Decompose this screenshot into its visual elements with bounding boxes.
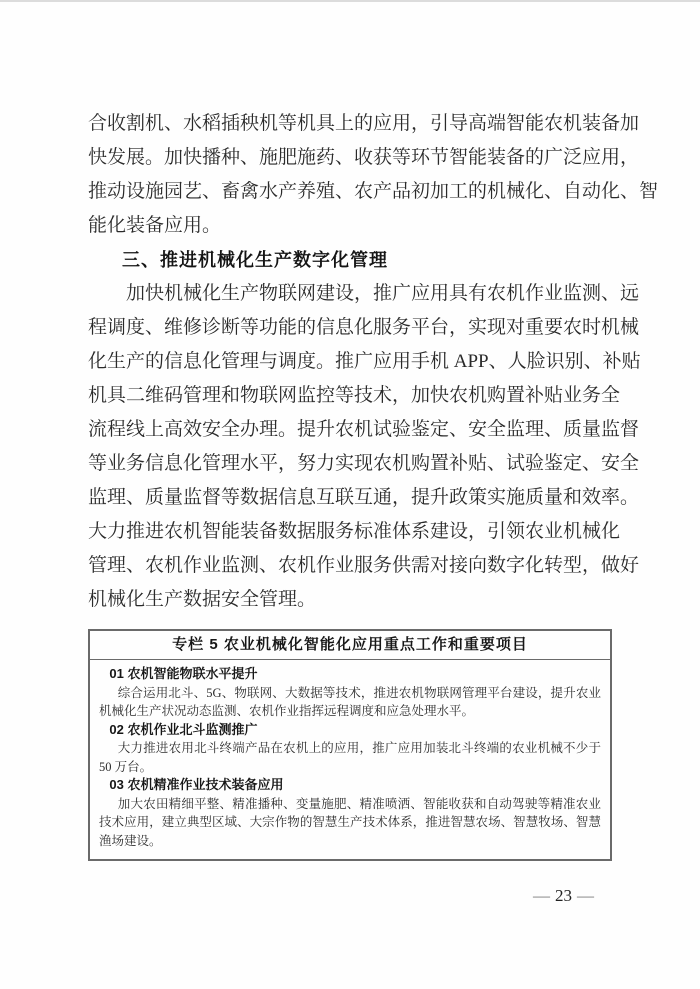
box-item-body-02: 大力推进农用北斗终端产品在农机上的应用，推广应用加装北斗终端的农业机械不少于 50 万台。 <box>99 741 601 774</box>
page-number-dash-right: — <box>577 886 594 905</box>
body-line: 流程线上高效安全办理。提升农机试验鉴定、安全监理、质量监督 <box>88 419 640 440</box>
box-item-body-01: 综合运用北斗、5G、物联网、大数据等技术，推进农机物联网管理平台建设，提升农业机械化生产状况动态监测、农机作业指挥远程调度和应急处理水平。 <box>99 685 601 718</box>
box-item-heading-02: 02 农机作业北斗监测推广 <box>109 721 258 737</box>
box-item-heading-03: 03 农机精准作业技术装备应用 <box>109 777 284 792</box>
box-item-heading-01: 01 农机智能物联水平提升 <box>109 666 258 681</box>
body-line: 机具二维码管理和物联网监控等技术，加快农机购置补贴业务全 <box>88 385 621 406</box>
body-line: 监理、质量监督等数据信息互联互通，提升政策实施质量和效率。 <box>88 487 640 508</box>
body-line: 机械化生产数据安全管理。 <box>88 589 317 610</box>
body-line: 化生产的信息化管理与调度。推广应用手机 APP、人脸识别、补贴 <box>88 351 641 372</box>
body-line: 推动设施园艺、畜禽水产养殖、农产品初加工的机械化、自动化、智 <box>88 181 659 202</box>
highlight-box-column5 <box>88 629 612 861</box>
page-number-dash-left: — <box>533 886 550 905</box>
page-number <box>528 886 598 906</box>
section-heading: 三、推进机械化生产数字化管理 <box>122 250 388 270</box>
page-number-value: 23 <box>555 886 572 905</box>
body-line: 程调度、维修诊断等功能的信息化服务平台，实现对重要农时机械 <box>88 317 640 338</box>
main-text-block <box>88 107 659 617</box>
body-line: 快发展。加快播种、施肥施药、收获等环节智能装备的广泛应用， <box>88 147 640 168</box>
body-line: 加快机械化生产物联网建设，推广应用具有农机作业监测、远 <box>126 283 640 304</box>
body-line: 能化装备应用。 <box>88 215 222 236</box>
body-line: 大力推进农机智能装备数据服务标准体系建设，引领农业机械化 <box>88 521 621 542</box>
body-line: 合收割机、水稻插秧机等机具上的应用，引导高端智能农机装备加 <box>88 113 640 134</box>
highlight-box-title: 专栏 5 农业机械化智能化应用重点工作和重要项目 <box>90 631 610 660</box>
box-item-body-03: 加大农田精细平整、精准播种、变量施肥、精准喷洒、智能收获和自动驾驶等精准农业技术应用，建立典型区域、大宗作物的智慧生产技术体系，推进智慧农场、智慧牧场、智慧渔场建设。 <box>99 796 601 848</box>
body-line: 管理、农机作业监测、农机作业服务供需对接向数字化转型，做好 <box>88 555 640 576</box>
highlight-box-content <box>90 660 610 859</box>
body-line: 等业务信息化管理水平，努力实现农机购置补贴、试验鉴定、安全 <box>88 453 640 474</box>
